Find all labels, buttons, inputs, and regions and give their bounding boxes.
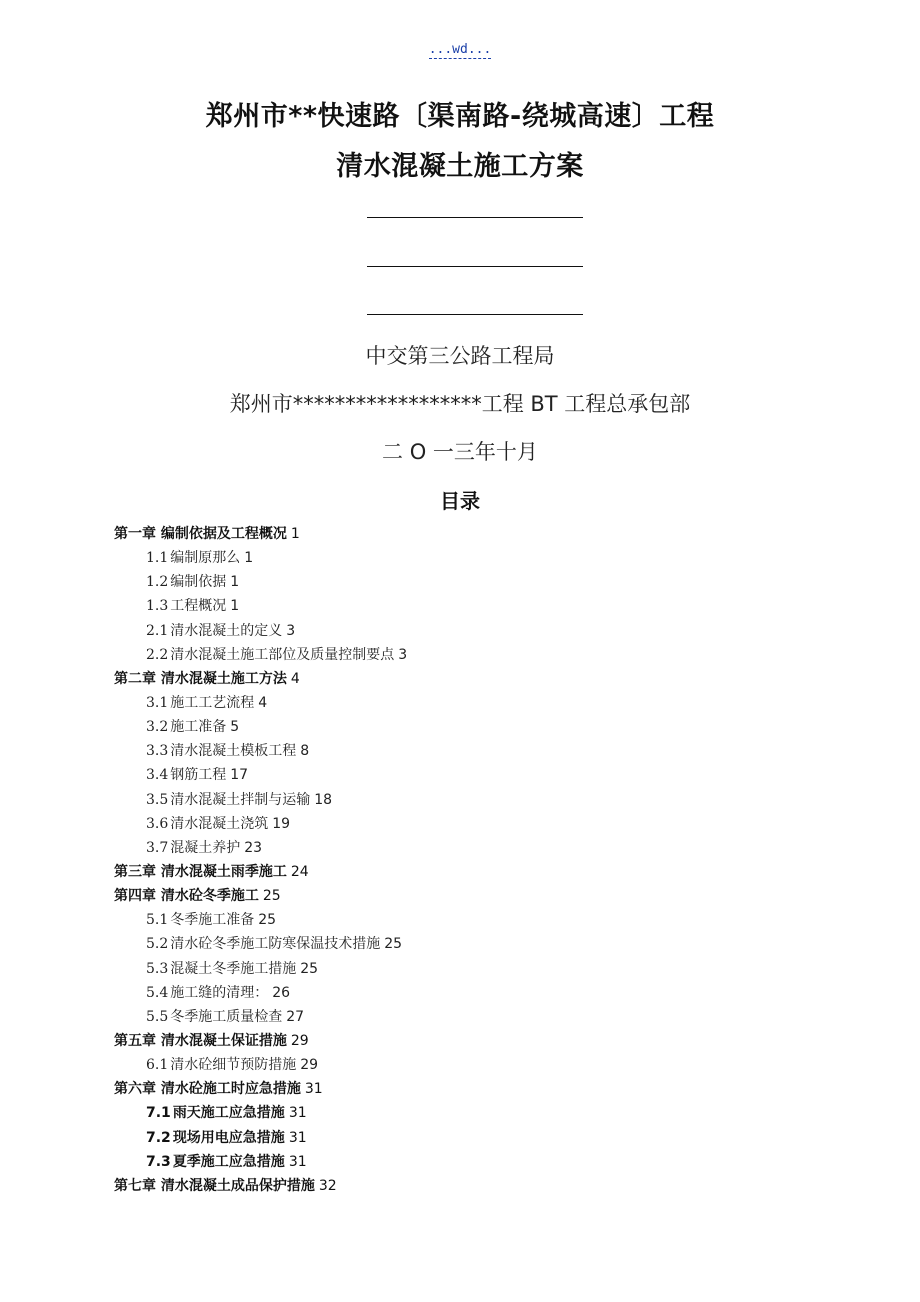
toc-section-number: 5.4 bbox=[146, 984, 169, 1001]
toc-page-number: 26 bbox=[272, 984, 291, 1001]
toc-section-label: 施工准备 bbox=[170, 719, 227, 736]
toc-section-label: 现场用电应急措施 bbox=[172, 1129, 285, 1146]
toc-chapter-entry[interactable] bbox=[114, 1029, 814, 1053]
toc-page-number: 19 bbox=[272, 815, 291, 832]
toc-section-number: 3.2 bbox=[146, 719, 169, 736]
document-title-line-1: 郑州市**快速路〔渠南路-绕城高速〕工程 bbox=[205, 101, 715, 132]
toc-page-number: 1 bbox=[244, 550, 254, 567]
toc-chapter-entry[interactable] bbox=[114, 884, 814, 908]
toc-chapter-entry[interactable] bbox=[114, 522, 814, 546]
toc-chapter-label: 第一章 编制依据及工程概况 bbox=[114, 526, 287, 542]
toc-page-number: 32 bbox=[318, 1177, 337, 1194]
organization-name: 中交第三公路工程局 bbox=[365, 344, 555, 368]
toc-page-number: 24 bbox=[290, 863, 309, 880]
toc-section-entry[interactable] bbox=[114, 812, 814, 836]
department-name: 郑州市******************工程 BT 工程总承包部 bbox=[229, 392, 691, 416]
toc-section-number: 3.3 bbox=[146, 743, 169, 760]
toc-page-number: 5 bbox=[230, 719, 240, 736]
header-watermark bbox=[0, 42, 920, 57]
toc-section-number: 5.5 bbox=[146, 1008, 169, 1025]
toc-section-number: 7.2 bbox=[146, 1129, 171, 1146]
toc-chapter-label: 第五章 清水混凝土保证措施 bbox=[114, 1032, 287, 1049]
toc-section-entry[interactable] bbox=[114, 932, 814, 956]
toc-page-number: 1 bbox=[230, 574, 240, 591]
toc-section-entry[interactable] bbox=[114, 1053, 814, 1077]
toc-section-label: 清水混凝土施工部位及质量控制要点 bbox=[170, 646, 395, 663]
toc-section-number: 5.2 bbox=[146, 936, 169, 953]
toc-section-label: 工程概况 bbox=[170, 598, 227, 615]
toc-section-entry[interactable] bbox=[114, 715, 814, 739]
toc-page-number: 17 bbox=[230, 767, 249, 784]
toc-chapter-label: 第七章 清水混凝土成品保护措施 bbox=[114, 1177, 315, 1194]
toc-section-number: 3.7 bbox=[146, 839, 169, 856]
toc-section-label: 混凝土冬季施工措施 bbox=[170, 960, 297, 977]
table-of-contents bbox=[114, 522, 814, 1198]
toc-section-number: 3.5 bbox=[146, 791, 169, 808]
toc-section-number: 3.4 bbox=[146, 767, 169, 784]
toc-section-number: 7.3 bbox=[146, 1153, 171, 1170]
toc-section-entry[interactable] bbox=[114, 739, 814, 763]
toc-chapter-label: 第四章 清水砼冬季施工 bbox=[114, 888, 259, 905]
toc-section-label: 混凝土养护 bbox=[170, 839, 241, 856]
toc-page-number: 25 bbox=[258, 912, 277, 929]
toc-section-number: 3.6 bbox=[146, 815, 169, 832]
toc-section-number: 5.3 bbox=[146, 960, 169, 977]
toc-section-label: 清水砼冬季施工防寒保温技术措施 bbox=[170, 936, 381, 953]
toc-chapter-entry[interactable] bbox=[114, 1077, 814, 1101]
toc-page-number: 29 bbox=[290, 1032, 309, 1049]
toc-section-entry[interactable] bbox=[114, 788, 814, 812]
signature-blank-line bbox=[367, 266, 583, 267]
toc-page-number: 31 bbox=[288, 1105, 307, 1122]
toc-chapter-entry[interactable] bbox=[114, 1174, 814, 1198]
toc-chapter-label: 第三章 清水混凝土雨季施工 bbox=[114, 863, 287, 880]
toc-chapter-label: 第二章 清水混凝土施工方法 bbox=[114, 670, 287, 687]
toc-section-entry[interactable] bbox=[114, 619, 814, 643]
toc-section-entry[interactable] bbox=[114, 836, 814, 860]
toc-section-entry[interactable] bbox=[114, 546, 814, 570]
toc-page-number: 18 bbox=[314, 791, 333, 808]
header-mark-text: ...wd... bbox=[428, 42, 492, 57]
toc-section-entry[interactable] bbox=[114, 691, 814, 715]
document-title-line-2: 清水混凝土施工方案 bbox=[336, 151, 584, 182]
toc-chapter-entry[interactable] bbox=[114, 667, 814, 691]
toc-page-number: 25 bbox=[300, 960, 319, 977]
toc-section-number: 1.1 bbox=[146, 550, 169, 567]
toc-section-label: 清水混凝土拌制与运输 bbox=[170, 791, 311, 808]
toc-section-label: 编制依据 bbox=[170, 574, 227, 591]
toc-section-label: 施工工艺流程 bbox=[170, 694, 255, 711]
toc-section-entry[interactable] bbox=[114, 570, 814, 594]
toc-section-entry[interactable] bbox=[114, 957, 814, 981]
toc-section-label: 施工缝的清理： bbox=[170, 984, 269, 1001]
toc-section-label: 冬季施工质量检查 bbox=[170, 1008, 283, 1025]
toc-section-label: 清水混凝土浇筑 bbox=[170, 815, 269, 832]
toc-page-number: 31 bbox=[288, 1129, 307, 1146]
toc-chapter-label: 第六章 清水砼施工时应急措施 bbox=[114, 1081, 301, 1098]
toc-section-label: 夏季施工应急措施 bbox=[172, 1153, 285, 1170]
toc-section-label: 清水混凝土的定义 bbox=[170, 622, 283, 639]
toc-page-number: 31 bbox=[288, 1153, 307, 1170]
toc-section-entry[interactable] bbox=[114, 1005, 814, 1029]
toc-page-number: 31 bbox=[304, 1081, 323, 1098]
toc-section-number: 2.1 bbox=[146, 622, 169, 639]
toc-section-entry[interactable] bbox=[114, 1126, 814, 1150]
toc-section-label: 编制原那么 bbox=[170, 550, 241, 567]
toc-page-number: 27 bbox=[286, 1008, 305, 1025]
toc-section-number: 7.1 bbox=[146, 1105, 171, 1122]
toc-section-label: 钢筋工程 bbox=[170, 767, 227, 784]
toc-page-number: 25 bbox=[384, 936, 403, 953]
toc-page-number: 3 bbox=[398, 646, 408, 663]
toc-page-number: 1 bbox=[230, 598, 240, 615]
toc-page-number: 8 bbox=[300, 743, 310, 760]
toc-section-entry[interactable] bbox=[114, 1150, 814, 1174]
toc-page-number: 1 bbox=[290, 526, 300, 542]
toc-section-number: 1.3 bbox=[146, 598, 169, 615]
toc-section-number: 1.2 bbox=[146, 574, 169, 591]
toc-section-entry[interactable] bbox=[114, 908, 814, 932]
toc-section-entry[interactable] bbox=[114, 763, 814, 787]
toc-section-entry[interactable] bbox=[114, 594, 814, 618]
toc-section-entry[interactable] bbox=[114, 981, 814, 1005]
toc-chapter-entry[interactable] bbox=[114, 860, 814, 884]
toc-section-label: 雨天施工应急措施 bbox=[172, 1105, 285, 1122]
document-date: 二 O 一三年十月 bbox=[382, 440, 538, 464]
toc-page-number: 25 bbox=[262, 888, 281, 905]
toc-page-number: 29 bbox=[300, 1057, 319, 1074]
toc-page-number: 4 bbox=[290, 670, 300, 687]
toc-section-label: 冬季施工准备 bbox=[170, 912, 255, 929]
toc-section-label: 清水混凝土模板工程 bbox=[170, 743, 297, 760]
signature-blank-line bbox=[367, 314, 583, 315]
toc-heading: 目录 bbox=[440, 489, 480, 513]
toc-page-number: 23 bbox=[244, 839, 263, 856]
toc-section-label: 清水砼细节预防措施 bbox=[170, 1057, 297, 1074]
toc-section-number: 2.2 bbox=[146, 646, 169, 663]
toc-section-number: 5.1 bbox=[146, 912, 169, 929]
toc-section-number: 6.1 bbox=[146, 1057, 169, 1074]
toc-page-number: 4 bbox=[258, 694, 268, 711]
signature-blank-line bbox=[367, 217, 583, 218]
toc-section-number: 3.1 bbox=[146, 694, 169, 711]
toc-section-entry[interactable] bbox=[114, 1101, 814, 1125]
toc-page-number: 3 bbox=[286, 622, 296, 639]
toc-section-entry[interactable] bbox=[114, 643, 814, 667]
